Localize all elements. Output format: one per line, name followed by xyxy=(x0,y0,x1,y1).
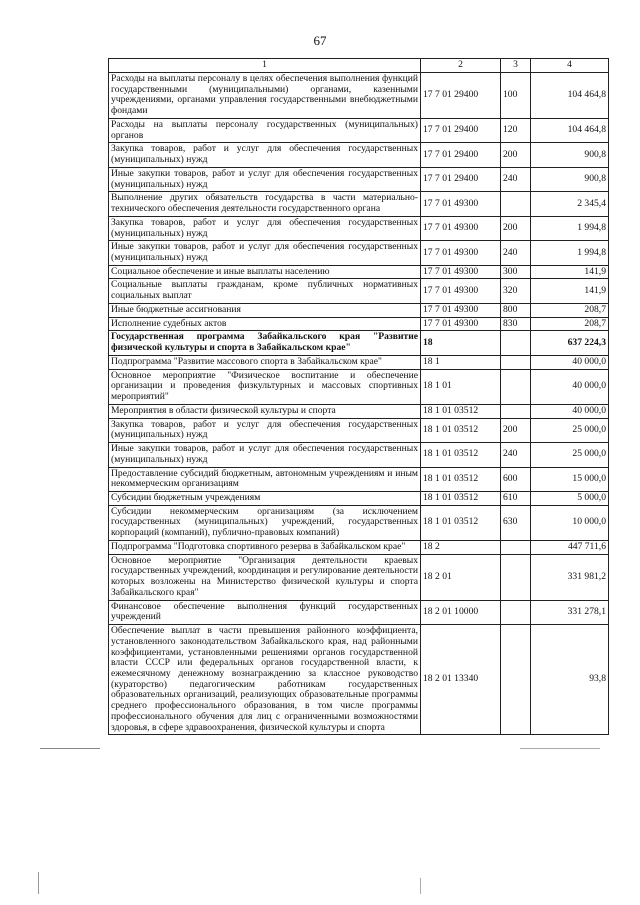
row-sum: 104 464,8 xyxy=(531,118,609,142)
row-vr xyxy=(501,331,531,355)
table-body xyxy=(109,73,609,735)
row-name: Исполнение судебных актов xyxy=(109,317,421,331)
row-code: 18 1 xyxy=(421,355,501,369)
table-row xyxy=(109,491,609,505)
row-vr: 600 xyxy=(501,467,531,491)
row-vr xyxy=(501,600,531,624)
table-row xyxy=(109,216,609,240)
row-code: 17 7 01 49300 xyxy=(421,279,501,303)
row-sum: 5 000,0 xyxy=(531,491,609,505)
table-header-row xyxy=(109,59,609,73)
table-row xyxy=(109,554,609,600)
budget-table xyxy=(108,58,609,735)
row-vr xyxy=(501,625,531,735)
row-name: Иные бюджетные ассигнования xyxy=(109,303,421,317)
row-name: Подпрограмма "Развитие массового спорта в Забайкальском крае" xyxy=(109,355,421,369)
row-sum: 1 994,8 xyxy=(531,241,609,265)
row-name: Субсидии некоммерческим организациям (за исключением государственных (муниципальных) учреждений, государственных корпораций (компаний), публично-правовых компаний) xyxy=(109,505,421,540)
scan-mark xyxy=(520,748,600,749)
row-code: 18 1 01 03512 xyxy=(421,491,501,505)
row-name: Иные закупки товаров, работ и услуг для обеспечения государственных (муниципальных) нужд xyxy=(109,443,421,467)
row-code: 18 1 01 03512 xyxy=(421,505,501,540)
table-row xyxy=(109,625,609,735)
row-name: Подпрограмма "Подготовка спортивного резерва в Забайкальском крае" xyxy=(109,540,421,554)
table-row xyxy=(109,317,609,331)
row-sum: 1 994,8 xyxy=(531,216,609,240)
table-row xyxy=(109,443,609,467)
row-vr xyxy=(501,404,531,418)
row-code: 18 xyxy=(421,331,501,355)
table-row xyxy=(109,505,609,540)
row-code: 18 1 01 03512 xyxy=(421,418,501,442)
row-code: 18 1 01 03512 xyxy=(421,467,501,491)
table-row xyxy=(109,192,609,216)
row-sum: 10 000,0 xyxy=(531,505,609,540)
row-name: Закупка товаров, работ и услуг для обеспечения государственных (муниципальных) нужд xyxy=(109,418,421,442)
page-number: 67 xyxy=(313,33,327,48)
header-col-3: 3 xyxy=(501,59,531,73)
row-sum: 141,9 xyxy=(531,265,609,279)
table-row xyxy=(109,279,609,303)
row-code: 18 2 01 10000 xyxy=(421,600,501,624)
row-code: 17 7 01 29400 xyxy=(421,118,501,142)
row-sum: 331 278,1 xyxy=(531,600,609,624)
row-sum: 208,7 xyxy=(531,303,609,317)
table-row xyxy=(109,355,609,369)
row-name: Расходы на выплаты персоналу государственных (муниципальных) органов xyxy=(109,118,421,142)
table-row xyxy=(109,241,609,265)
row-vr: 630 xyxy=(501,505,531,540)
scan-mark xyxy=(40,748,100,749)
row-name: Расходы на выплаты персоналу в целях обеспечения выполнения функций государственными (муниципальными) органами, казенными учреждениями, органами управления государственными внебюджетными фондами xyxy=(109,73,421,119)
row-name: Закупка товаров, работ и услуг для обеспечения государственных (муниципальных) нужд xyxy=(109,216,421,240)
row-code: 17 7 01 49300 xyxy=(421,216,501,240)
row-sum: 15 000,0 xyxy=(531,467,609,491)
header-col-2: 2 xyxy=(421,59,501,73)
row-code: 17 7 01 49300 xyxy=(421,317,501,331)
row-code: 18 2 xyxy=(421,540,501,554)
row-name: Мероприятия в области физической культуры и спорта xyxy=(109,404,421,418)
row-sum: 40 000,0 xyxy=(531,369,609,404)
row-code: 17 7 01 49300 xyxy=(421,265,501,279)
row-vr: 200 xyxy=(501,216,531,240)
table-row xyxy=(109,303,609,317)
row-code: 17 7 01 29400 xyxy=(421,167,501,191)
row-sum: 141,9 xyxy=(531,279,609,303)
row-code: 17 7 01 49300 xyxy=(421,241,501,265)
row-sum: 40 000,0 xyxy=(531,355,609,369)
scan-mark xyxy=(420,878,421,894)
row-sum: 93,8 xyxy=(531,625,609,735)
row-code: 17 7 01 29400 xyxy=(421,143,501,167)
row-vr: 240 xyxy=(501,241,531,265)
row-vr xyxy=(501,192,531,216)
row-name: Субсидии бюджетным учреждениям xyxy=(109,491,421,505)
row-vr: 610 xyxy=(501,491,531,505)
row-vr xyxy=(501,554,531,600)
row-vr: 830 xyxy=(501,317,531,331)
row-vr: 800 xyxy=(501,303,531,317)
row-vr: 200 xyxy=(501,418,531,442)
row-sum: 25 000,0 xyxy=(531,443,609,467)
table-row xyxy=(109,467,609,491)
row-code: 18 2 01 xyxy=(421,554,501,600)
row-vr: 300 xyxy=(501,265,531,279)
row-sum: 40 000,0 xyxy=(531,404,609,418)
row-code: 17 7 01 29400 xyxy=(421,73,501,119)
row-code: 18 2 01 13340 xyxy=(421,625,501,735)
row-sum: 25 000,0 xyxy=(531,418,609,442)
row-name: Предоставление субсидий бюджетным, автономным учреждениям и иным некоммерческим организациям xyxy=(109,467,421,491)
row-name: Основное мероприятие "Организация деятельности краевых государственных учреждений, координация и регулирование деятельности которых возложены на Министерство физической культуры и спорта Забайкальского края" xyxy=(109,554,421,600)
row-vr: 240 xyxy=(501,443,531,467)
row-name: Социальное обеспечение и иные выплаты населению xyxy=(109,265,421,279)
row-code: 17 7 01 49300 xyxy=(421,303,501,317)
row-code: 18 1 01 03512 xyxy=(421,443,501,467)
table-row xyxy=(109,418,609,442)
table-row xyxy=(109,369,609,404)
row-sum: 900,8 xyxy=(531,167,609,191)
row-name: Выполнение других обязательств государства в части материально-технического обеспечения деятельности государственного органа xyxy=(109,192,421,216)
row-vr: 240 xyxy=(501,167,531,191)
row-vr xyxy=(501,355,531,369)
row-name: Иные закупки товаров, работ и услуг для обеспечения государственных (муниципальных) нужд xyxy=(109,241,421,265)
scan-mark xyxy=(38,872,39,894)
row-name: Основное мероприятие "Физическое воспитание и обеспечение организации и проведения физкультурных и массовых спортивных мероприятий" xyxy=(109,369,421,404)
table-row xyxy=(109,600,609,624)
row-code: 17 7 01 49300 xyxy=(421,192,501,216)
row-name: Социальные выплаты гражданам, кроме публичных нормативных социальных выплат xyxy=(109,279,421,303)
table-row xyxy=(109,73,609,119)
row-vr xyxy=(501,369,531,404)
table-row xyxy=(109,404,609,418)
row-name: Закупка товаров, работ и услуг для обеспечения государственных (муниципальных) нужд xyxy=(109,143,421,167)
row-sum: 208,7 xyxy=(531,317,609,331)
row-vr xyxy=(501,540,531,554)
table-row xyxy=(109,540,609,554)
row-name: Финансовое обеспечение выполнения функций государственных учреждений xyxy=(109,600,421,624)
table-row xyxy=(109,167,609,191)
row-name: Государственная программа Забайкальского края "Развитие физической культуры и спорта в Забайкальском крае" xyxy=(109,331,421,355)
row-sum: 2 345,4 xyxy=(531,192,609,216)
row-code: 18 1 01 03512 xyxy=(421,404,501,418)
row-sum: 104 464,8 xyxy=(531,73,609,119)
row-name: Обеспечение выплат в части превышения районного коэффициента, установленного законодательством Забайкальского края, над районными коэффициентами, установленными решениями органов государственной власти СССР или федеральных органов государственной власти, к ежемесячному денежному вознаграждению за классное руководство (кураторство) педагогическим работникам государственных образовательных организаций, реализующих образовательные программы среднего профессионального образования, в том числе программы профессионального обучения для лиц с ограниченными возможностями здоровья, в сфере здравоохранения, физической культуры и спорта xyxy=(109,625,421,735)
table-row xyxy=(109,265,609,279)
row-name: Иные закупки товаров, работ и услуг для обеспечения государственных (муниципальных) нужд xyxy=(109,167,421,191)
row-code: 18 1 01 xyxy=(421,369,501,404)
row-sum: 637 224,3 xyxy=(531,331,609,355)
row-vr: 120 xyxy=(501,118,531,142)
row-sum: 900,8 xyxy=(531,143,609,167)
table-row xyxy=(109,331,609,355)
header-col-1: 1 xyxy=(109,59,421,73)
table-row xyxy=(109,143,609,167)
header-col-4: 4 xyxy=(531,59,609,73)
row-vr: 100 xyxy=(501,73,531,119)
row-sum: 331 981,2 xyxy=(531,554,609,600)
row-sum: 447 711,6 xyxy=(531,540,609,554)
row-vr: 320 xyxy=(501,279,531,303)
table-row xyxy=(109,118,609,142)
row-vr: 200 xyxy=(501,143,531,167)
